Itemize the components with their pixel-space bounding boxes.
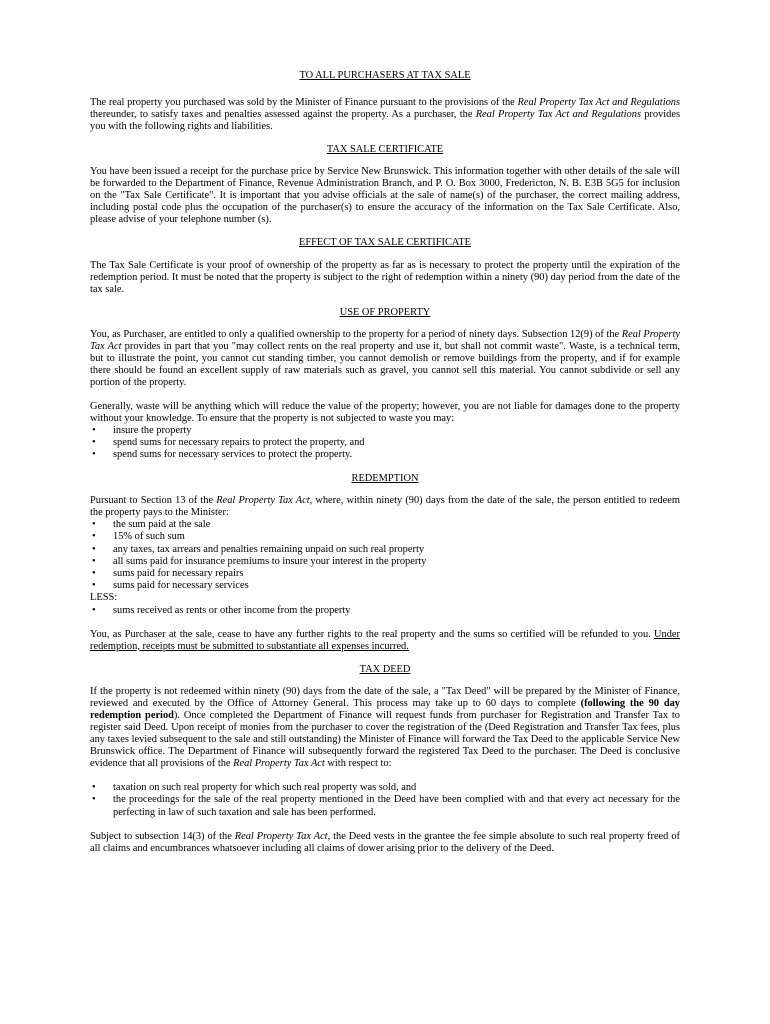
use-paragraph-1: You, as Purchaser, are entitled to only a qualified ownership to the property for a period of ninety days. Subsection 12(9) of the Real Property Tax Act provides in part that you "may collect rents on the real property and use it, but shall not commit waste". Waste, is a technical term, but to illustrate the point, you cannot cut standing timber, you cannot demolish or remove buildings from the property, and if for example there should be found an excellent supply of raw materials such as gravel, you cannot sell this material. You cannot subdivide or sell any portion of the property. [90, 329, 681, 388]
tax-deed-paragraph-2: Subject to subsection 14(3) of the Real Property Tax Act, the Deed vests in the grantee the fee simple absolute to such real property freed of all claims and encumbrances whatsoever including all claims of dower arising prior to the delivery of the Deed. [90, 830, 680, 854]
list-item: • sums paid for necessary repairs [90, 568, 680, 580]
tax-sale-certificate-paragraph: You have been issued a receipt for the purchase price by Service New Brunswick. This information together with other details of the sale will be forwarded to the Department of Finance, Revenue Administration Branch, and P. O. Box 3000, Fredericton, N. B. E3B 5G5 for inclusion on the "Tax Sale Certificate". It is important that you advise officials at the sale of name(s) of the purchaser, the correct mailing address, including postal code plus the occupation of the purchaser(s) to ensure the accuracy of the information on the Tax Sale Certificate. Also, please advise of your telephone number (s). [90, 166, 680, 225]
list-item: • insure the property [90, 425, 680, 437]
list-item: • sums paid for necessary services [90, 580, 680, 592]
list-item: • 15% of such sum [90, 531, 680, 543]
tax-deed-paragraph-1: If the property is not redeemed within ninety (90) days from the date of the sale, a "Tax Deed" will be prepared by the Minister of Finance, reviewed and executed by the Office of Attorney General. This process may take up to 60 days to complete (following the 90 day redemption period). Once completed the Department of Finance will request funds from purchaser for Registration and Transfer Tax to register said Deed. Upon receipt of monies from the purchaser to cover the registration of the (Deed Registration and Transfer Tax fees, plus any taxes levied subsequent to the sale and still outstanding) the Minister of Finance will forward the Tax Deed to the applicable Service New Brunswick office. The Department of Finance will subsequently forward the registered Tax Deed to the purchaser. The Deed is conclusive evidence that all provisions of the Real Property Tax Act with respect to: [90, 686, 681, 770]
page-title: TO ALL PURCHASERS AT TAX SALE [299, 70, 471, 81]
less-label: LESS: [90, 592, 118, 604]
list-item: • spend sums for necessary repairs to protect the property, and [90, 437, 680, 449]
use-paragraph-2: Generally, waste will be anything which will reduce the value of the property; however, you are not liable for damages done to the property without your knowledge. To ensure that the property is not subjected to waste you may: [90, 401, 680, 424]
heading-redemption: REDEMPTION [351, 472, 419, 484]
redemption-paragraph-1: Pursuant to Section 13 of the Real Property Tax Act, where, within ninety (90) days from the date of the sale, the person entitled to redeem the property pays to the Minister: [90, 495, 680, 519]
list-item: • taxation on such real property for which such real property was sold, and [90, 782, 680, 794]
tax-deed-bullet-list [90, 782, 680, 819]
receipts-note: Under redemption, receipts must be submitted to substantiate all expenses incurred. [90, 628, 680, 652]
redemption-bullet-list [90, 519, 680, 592]
list-item: • spend sums for necessary services to protect the property. [90, 449, 680, 461]
list-item: • sums received as rents or other income from the property [90, 605, 680, 617]
use-bullet-list [90, 425, 680, 462]
effect-paragraph: The Tax Sale Certificate is your proof of ownership of the property as far as is necessary to protect the property until the expiration of the redemption period. It must be noted that the property is subject to the right of redemption within a ninety (90) day period from the date of the tax sale. [90, 259, 680, 295]
redemption-paragraph-2: You, as Purchaser at the sale, cease to have any further rights to the real property and the sums so certified will be refunded to you. Under redemption, receipts must be submitted to substantiate all expenses incurred. [90, 628, 680, 652]
heading-tax-sale-certificate: TAX SALE CERTIFICATE [326, 143, 444, 155]
list-item: • the proceedings for the sale of the real property mentioned in the Deed have been complied with and that every act necessary for the perfecting in law of such taxation and sale has been performed. [90, 794, 680, 818]
heading-tax-deed: TAX DEED [359, 663, 411, 675]
list-item: • any taxes, tax arrears and penalties remaining unpaid on such real property [90, 544, 680, 556]
heading-effect-of-tax-sale-certificate: EFFECT OF TAX SALE CERTIFICATE [299, 237, 471, 248]
list-item: • all sums paid for insurance premiums to insure your interest in the property [90, 556, 680, 568]
list-item: • the sum paid at the sale [90, 519, 680, 531]
heading-use-of-property: USE OF PROPERTY [339, 306, 431, 318]
intro-paragraph: The real property you purchased was sold by the Minister of Finance pursuant to the provisions of the Real Property Tax Act and Regulations thereunder, to satisfy taxes and penalties assessed against the property. As a purchaser, the Real Property Tax Act and Regulations provides you with the following rights and liabilities. [90, 96, 681, 132]
less-bullet-list [90, 605, 680, 617]
